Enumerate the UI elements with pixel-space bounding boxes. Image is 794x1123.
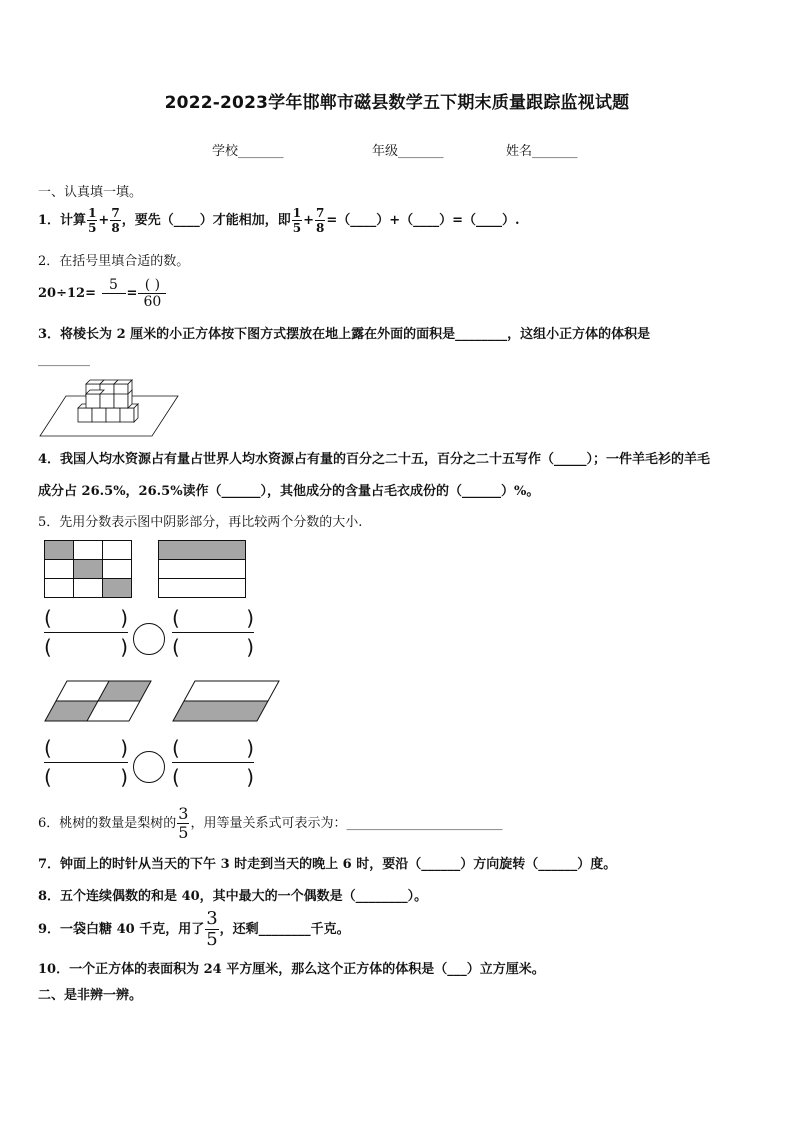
q5-compare-circle-2[interactable] — [133, 751, 165, 783]
name-field[interactable] — [506, 140, 578, 159]
section-1-heading: 一、认真填一填。 — [38, 185, 143, 200]
q10-number: 10． — [38, 962, 70, 977]
school-blank: _______ — [238, 144, 284, 159]
q5-answer-fraction-4[interactable]: ( ) ( ) — [172, 736, 254, 789]
page-title: 2022-2023学年邯郸市磁县数学五下期末质量跟踪监视试题 — [164, 93, 630, 113]
question-2 — [38, 250, 189, 269]
q5-parallelogram-figure-2 — [172, 680, 282, 722]
q5-answer-fraction-3[interactable]: ( ) ( ) — [44, 736, 128, 789]
q5-parallelogram-figure-1 — [44, 680, 154, 722]
q7-number: 7． — [38, 857, 61, 872]
school-field[interactable] — [212, 140, 284, 159]
q1-fraction-1: $\frac{1}{5}$ — [88, 206, 97, 235]
q1-plus-2: + — [303, 213, 314, 228]
school-label: 学校 — [212, 144, 239, 159]
question-1 — [38, 206, 520, 236]
question-9 — [38, 910, 350, 949]
q3-text: 将棱长为 2 厘米的小正方体按下图方式摆放在地上露在外面的面积是________，这组小正方体的体积是 — [60, 327, 651, 342]
q1-plus: + — [98, 213, 110, 228]
question-8 — [38, 885, 427, 904]
q6-text-a: 桃树的数量是梨树的 — [59, 816, 177, 831]
q4-number: 4． — [38, 452, 61, 467]
q1-fraction-2: $\frac{7}{8}$ — [111, 206, 120, 235]
q2-number: 2． — [38, 254, 60, 269]
q9-number: 9． — [38, 922, 61, 937]
q2-fraction-2[interactable]: $\frac{( )}{60}$ — [138, 278, 166, 309]
name-label: 姓名 — [506, 144, 533, 159]
q2-eq-left: 20÷12= — [38, 286, 96, 301]
q3-number: 3． — [38, 327, 61, 342]
q5-grid-figure-2 — [158, 540, 248, 598]
grade-blank: _______ — [398, 144, 444, 159]
q5-compare-circle-1[interactable] — [133, 623, 165, 655]
q2-text: 在括号里填合适的数。 — [59, 254, 190, 269]
q1-fraction-4: $\frac{7}{8}$ — [315, 206, 325, 235]
q9-fraction: $\frac{3}{5}$ — [206, 908, 218, 950]
q2-fraction-1: 5 — [102, 278, 126, 309]
q5-grid-figure-1 — [44, 540, 134, 598]
q1-number: 1． — [38, 213, 61, 228]
q9-text-b: ，还剩________千克。 — [219, 922, 350, 937]
q2-eq-mid: = — [126, 286, 138, 301]
question-6 — [38, 806, 503, 841]
q1-fraction-3: $\frac{1}{5}$ — [292, 206, 302, 235]
grade-field[interactable] — [372, 140, 444, 159]
question-3 — [38, 323, 650, 342]
q1-text-a: 计算 — [60, 213, 87, 228]
question-7 — [38, 853, 616, 872]
question-10 — [38, 958, 545, 977]
q1-text-b: ，要先（____）才能相加，即 — [121, 213, 291, 228]
name-blank: _______ — [532, 144, 578, 159]
q7-text: 钟面上的时针从当天的下午 3 时走到当天的晚上 6 时，要沿（______）方向旋转（______）度。 — [60, 857, 617, 872]
q3-answer-blank[interactable]: ________ — [38, 352, 90, 367]
q2-equation — [38, 276, 167, 312]
q3-cube-figure — [38, 378, 188, 438]
q4-text: 我国人均水资源占有量占世界人均水资源占有量的百分之二十五，百分之二十五写作（_____）；一件羊毛衫的羊毛 — [60, 452, 711, 467]
q9-text-a: 一袋白糖 40 千克，用了 — [60, 922, 205, 937]
question-5 — [38, 511, 362, 530]
q4-line-2: 成分占 26.5%，26.5%读作（______），其他成分的含量占毛衣成份的（______）%。 — [38, 484, 540, 499]
q6-number: 6． — [38, 816, 60, 831]
section-2-heading: 二、是非辨一辨。 — [38, 988, 143, 1003]
q5-number: 5． — [38, 515, 60, 530]
q5-answer-fraction-1[interactable]: ( ) ( ) — [44, 606, 128, 659]
q1-eq-tail: =（____）+（____）=（____）. — [326, 213, 520, 228]
q6-text-b: ，用等量关系式可表示为：________________________ — [190, 816, 503, 831]
grade-label: 年级 — [372, 144, 399, 159]
q8-text: 五个连续偶数的和是 40，其中最大的一个偶数是（________）。 — [60, 889, 428, 904]
q6-fraction: $\frac{3}{5}$ — [178, 804, 189, 842]
q10-text: 一个正方体的表面积为 24 平方厘米，那么这个正方体的体积是（___）立方厘米。 — [69, 962, 545, 977]
q8-number: 8． — [38, 889, 61, 904]
question-4 — [38, 448, 710, 467]
q5-answer-fraction-2[interactable]: ( ) ( ) — [172, 606, 254, 659]
q5-text: 先用分数表示图中阴影部分，再比较两个分数的大小. — [59, 515, 363, 530]
